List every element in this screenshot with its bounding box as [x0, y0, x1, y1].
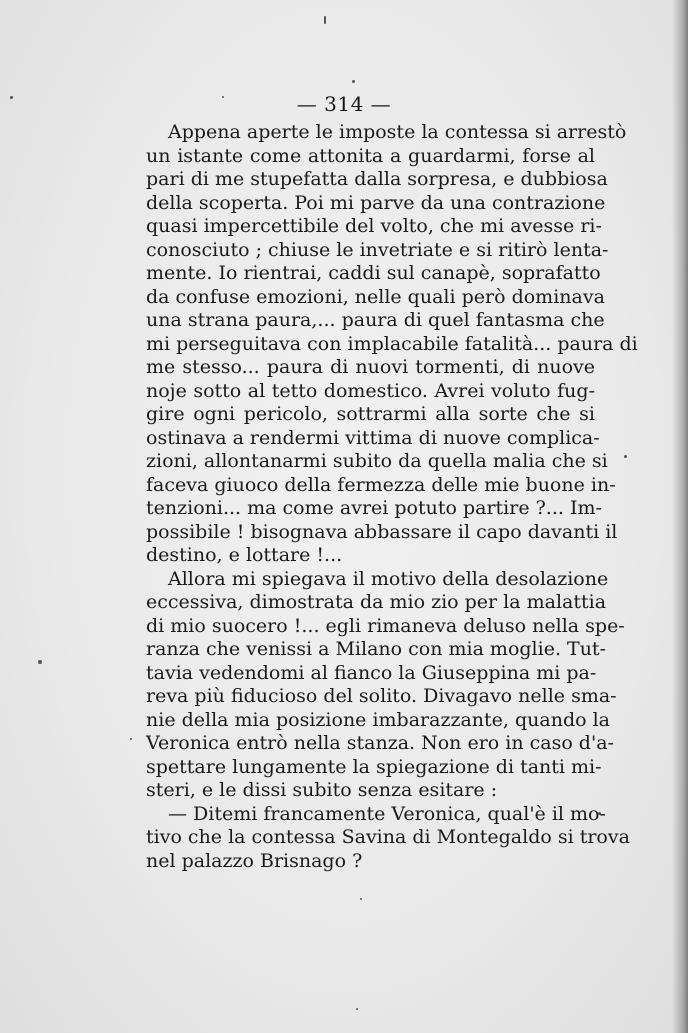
text-line: tivo che la contessa Savina di Montegaldo si trova — [146, 826, 630, 848]
text-line: — Ditemi francamente Veronica, qual'è il mo- — [168, 802, 606, 825]
text-line: della scoperta. Poi mi parve da una contrazione — [146, 191, 606, 214]
text-line: zioni, allontanarmi subito da quella malia che si — [146, 450, 608, 472]
text-line: eccessiva, dimostrata da mio zio per la malattia — [146, 591, 607, 613]
text-line: nie della mia posizione imbarazzante, quando la — [146, 708, 611, 731]
text-line: ostinava a rendermi vittima di nuove complica- — [146, 426, 600, 449]
text-line: reva più fiducioso del solito. Divagavo nelle sma- — [146, 685, 617, 707]
text-line: Allora mi spiegava il motivo della desolazione — [168, 567, 609, 590]
text-line: spettare lungamente la spiegazione di tanti mi- — [146, 755, 602, 778]
body-text — [146, 121, 638, 873]
text-line: di mio suocero !... egli rimaneva deluso nella spe- — [146, 614, 625, 637]
text-line: Veronica entrò nella stanza. Non ero in caso d'a- — [146, 732, 614, 754]
text-line: nel palazzo Brisnago ? — [146, 849, 363, 872]
text-line: faceva giuoco della fermezza delle mie buone in- — [146, 473, 616, 496]
text-line: noje sotto al tetto domestico. Avrei voluto fug- — [146, 379, 595, 402]
text-line: me stesso... paura di nuovi tormenti, di nuove — [146, 356, 595, 378]
text-line: gire ogni pericolo, sottrarmi alla sorte che si — [146, 403, 595, 425]
text-line: possibile ! bisognava abbassare il capo davanti il — [146, 520, 618, 543]
text-line: ranza che venissi a Milano con mia moglie. Tut- — [146, 638, 606, 660]
page-edge-shadow — [672, 0, 688, 1033]
text-line: quasi impercettibile del volto, che mi avesse ri- — [146, 215, 602, 237]
text-line: destino, e lottare !... — [146, 544, 343, 566]
text-line: mi perseguitava con implacabile fatalità... paura di — [146, 332, 638, 355]
text-line: tenzioni... ma come avrei potuto partire ?... Im- — [146, 497, 602, 519]
text-line: Appena aperte le imposte la contessa si arrestò — [168, 121, 627, 143]
text-line: pari di me stupefatta dalla sorpresa, e dubbiosa — [146, 168, 608, 190]
text-line: steri, e le dissi subito senza esitare : — [146, 779, 498, 801]
text-line: mente. Io rientrai, caddi sul canapè, soprafatto — [146, 262, 601, 284]
text-line: conosciuto ; chiuse le invetriate e si ritirò lenta- — [146, 238, 609, 261]
text-line: una strana paura,... paura di quel fantasma che — [146, 309, 605, 331]
text-line: tavia vedendomi al fianco la Giuseppina mi pa- — [146, 661, 597, 684]
page-number: — 314 — — [296, 92, 392, 116]
text-line: da confuse emozioni, nelle quali però dominava — [146, 285, 605, 308]
text-line: un istante come attonita a guardarmi, forse al — [146, 144, 595, 167]
